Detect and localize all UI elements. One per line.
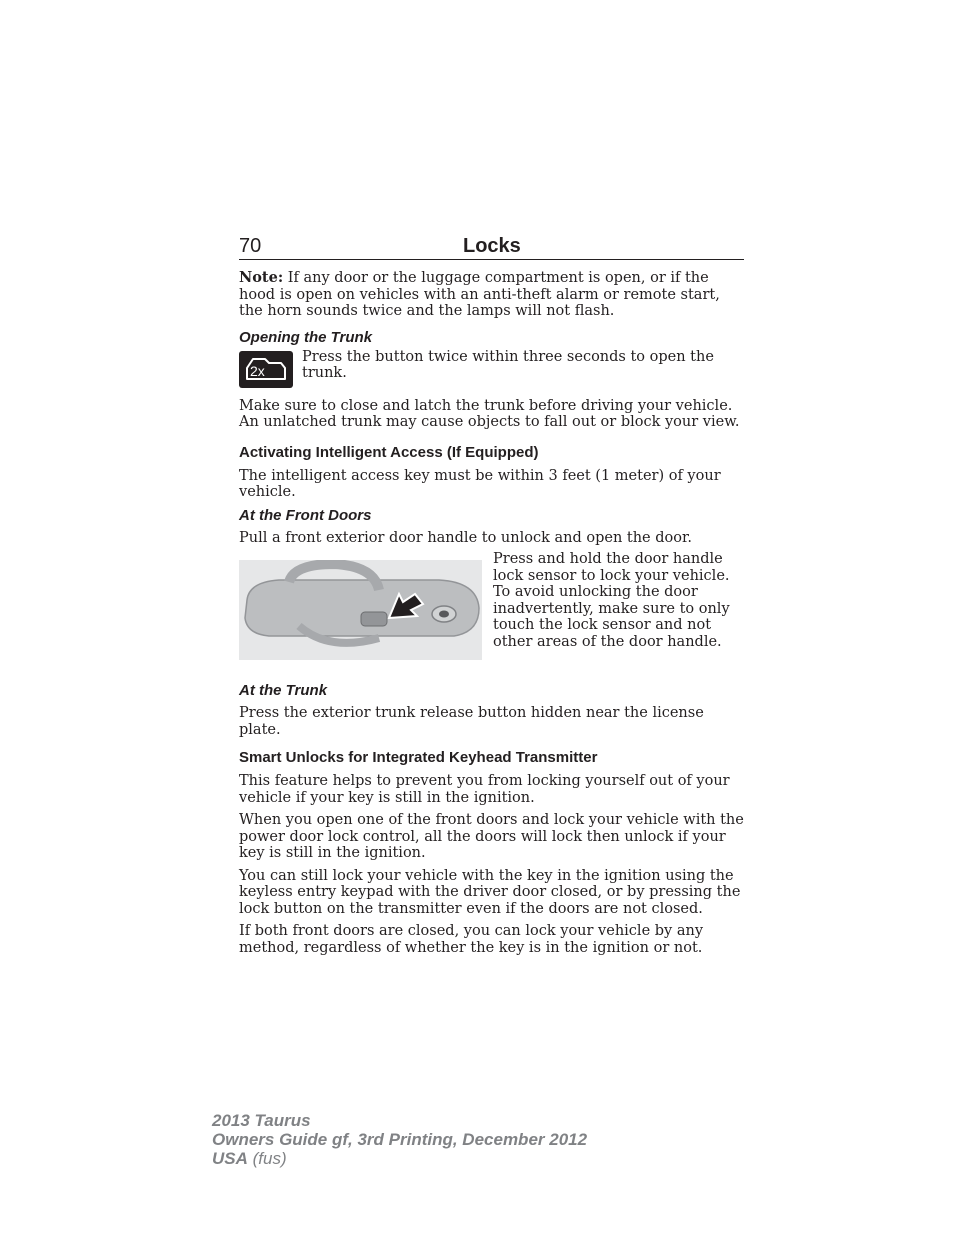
note-label: Note: <box>239 269 284 286</box>
trunk-warning: Make sure to close and latch the trunk before driving your vehicle. An unlatched trunk may cause objects to fall out or block your view. <box>239 397 740 430</box>
trunk-2x-icon <box>239 351 293 388</box>
footer-edition: Owners Guide gf, 3rd Printing, December 2012 <box>212 1130 588 1149</box>
page-content <box>239 228 744 956</box>
trunk-instruction: Press the button twice within three seconds to open the trunk. <box>302 348 714 381</box>
door-handle-figure-row <box>239 551 744 660</box>
footer-model: 2013 Taurus <box>212 1111 311 1130</box>
door-handle-illustration <box>239 560 482 660</box>
smart-unlocks-paragraph-3: You can still lock your vehicle with the key in the ignition using the keyless entry keypad with the driver door closed, or by pressing the lock button on the transmitter even if the doors are not closed. <box>239 867 741 917</box>
footer-region-main: USA <box>212 1149 248 1168</box>
smart-unlocks-heading: Smart Unlocks for Integrated Keyhead Transmitter <box>239 749 598 766</box>
smart-unlocks-paragraph-1: This feature helps to prevent you from locking yourself out of your vehicle if your key is still in the ignition. <box>239 773 730 806</box>
trunk-release-heading: At the Trunk <box>239 682 328 699</box>
trunk-icon-label: 2x <box>250 363 265 379</box>
note-text: If any door or the luggage compartment is open, or if the hood is open on vehicles with an anti-theft alarm or remote start, the horn sounds twice and the lamps will not flash. <box>239 270 720 319</box>
door-handle-instruction: Press and hold the door handle lock sensor to lock your vehicle. To avoid unlocking the door inadvertently, make sure to only touch the lock sensor and not other areas of the door handle. <box>493 551 730 650</box>
section-title: Locks <box>463 235 521 257</box>
page-footer <box>212 1111 587 1168</box>
note-paragraph <box>239 270 744 320</box>
footer-region <box>212 1149 587 1168</box>
intelligent-access-heading: Activating Intelligent Access (If Equipped) <box>239 443 539 461</box>
front-doors-heading: At the Front Doors <box>239 506 372 524</box>
trunk-release-text: Press the exterior trunk release button hidden near the license plate. <box>239 705 704 738</box>
front-doors-text: Pull a front exterior door handle to unlock and open the door. <box>239 529 692 546</box>
smart-unlocks-paragraph-2: When you open one of the front doors and lock your vehicle with the power door lock control, all the doors will lock then unlock if your key is still in the ignition. <box>239 812 744 861</box>
opening-trunk-heading: Opening the Trunk <box>239 328 373 346</box>
smart-unlocks-paragraph-4: If both front doors are closed, you can lock your vehicle by any method, regardless of whether the key is in the ignition or not. <box>239 923 704 956</box>
trunk-button-row <box>239 350 744 388</box>
page-header <box>239 228 744 260</box>
intelligent-access-text: The intelligent access key must be within 3 feet (1 meter) of your vehicle. <box>239 467 721 500</box>
footer-region-code: (fus) <box>247 1149 287 1168</box>
page-number: 70 <box>239 235 262 257</box>
